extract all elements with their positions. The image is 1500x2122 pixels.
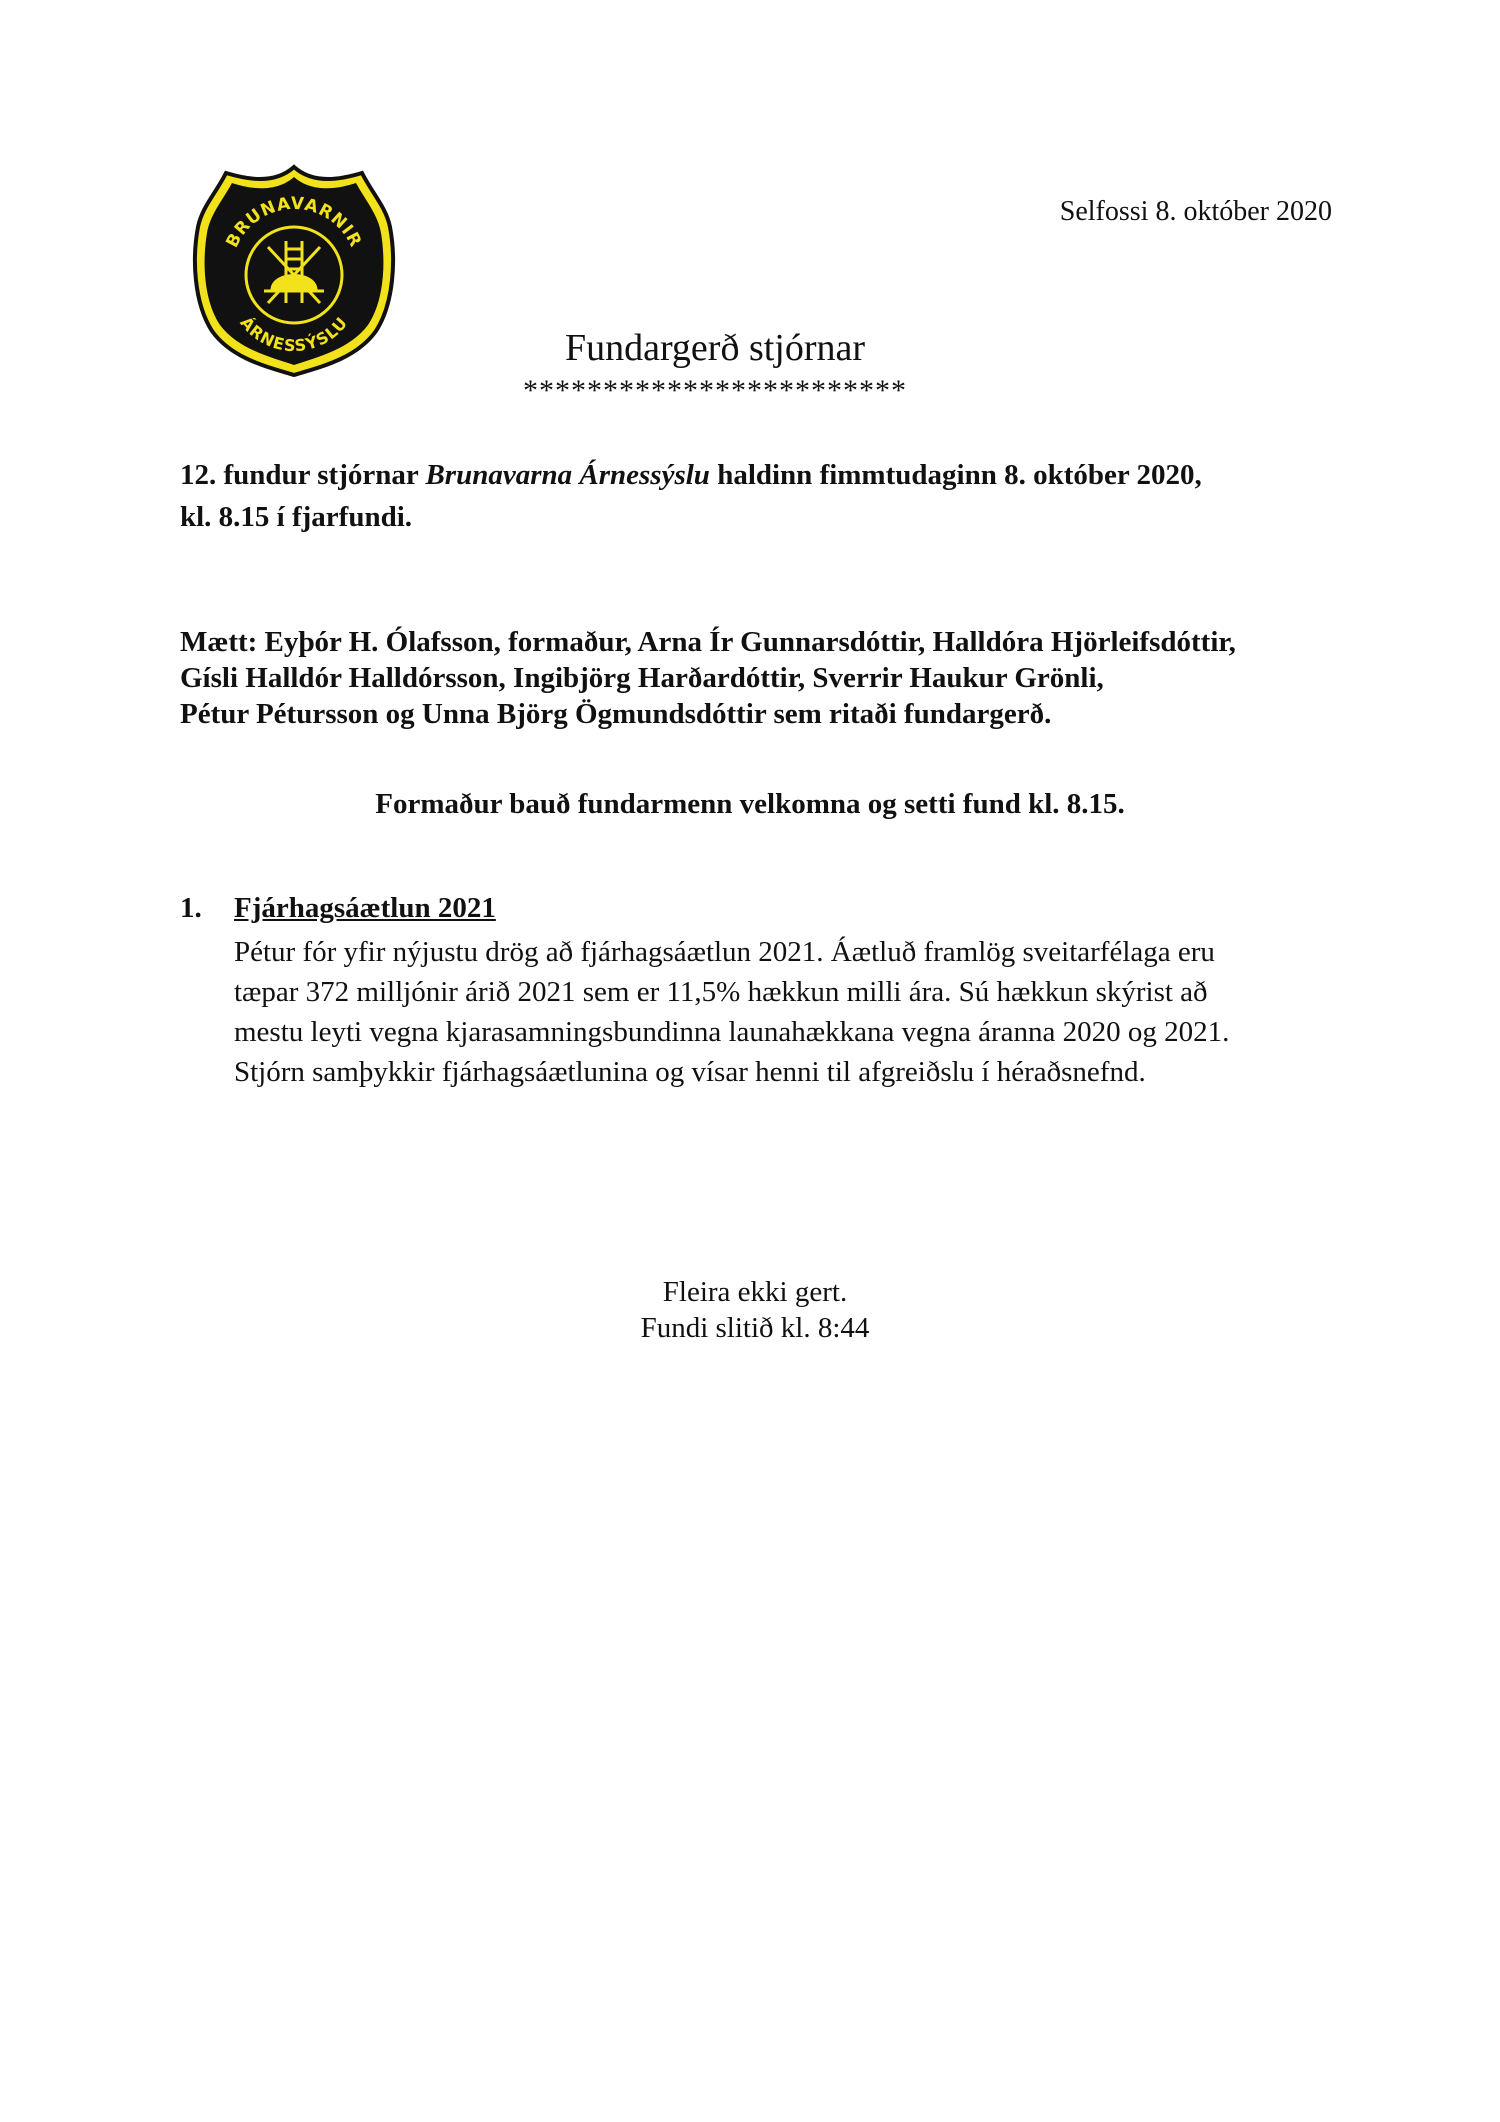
agenda-item-heading: Fjárhagsáætlun 2021 — [234, 892, 496, 924]
closing-line-1: Fleira ekki gert. — [662, 1276, 848, 1308]
intro-prefix: 12. fundur stjórnar — [180, 459, 426, 491]
agenda-item-number: 1. — [180, 892, 202, 924]
logo-bottom-text: ÁRNESSÝSLU — [236, 313, 352, 356]
attendance-line: Mætt: Eyþór H. Ólafsson, formaður, Arna Ír Gunnarsdóttir, Halldóra Hjörleifsdóttir, — [180, 626, 1236, 658]
logo-top-text: BRUNAVARNIR — [222, 193, 366, 251]
agenda-body-line: tæpar 372 milljónir árið 2021 sem er 11,5% hækkun milli ára. Sú hækkun skýrist að — [234, 976, 1208, 1008]
agenda-item-body — [234, 932, 1314, 1092]
intro-line2: kl. 8.15 í fjarfundi. — [180, 501, 413, 533]
place-date: Selfossi 8. október 2020 — [1059, 196, 1332, 227]
page-title: Fundargerð stjórnar — [564, 327, 866, 369]
attendance-line: Gísli Halldór Halldórsson, Ingibjörg Harðardóttir, Sverrir Haukur Grönli, — [180, 662, 1104, 694]
opening-statement: Formaður bauð fundarmenn velkomna og setti fund kl. 8.15. — [375, 788, 1125, 820]
title-divider-stars: ************************ — [523, 374, 907, 407]
agenda-body-line: mestu leyti vegna kjarasamningsbundinna launahækkana vegna áranna 2020 og 2021. — [234, 1016, 1230, 1048]
agenda-body-line: Stjórn samþykkir fjárhagsáætlunina og vísar henni til afgreiðslu í héraðsnefnd. — [234, 1056, 1146, 1088]
agenda-body-line: Pétur fór yfir nýjustu drög að fjárhagsáætlun 2021. Áætluð framlög sveitarfélaga eru — [234, 936, 1215, 968]
organization-name: Brunavarna Árnessýslu — [425, 459, 710, 491]
intro-suffix: haldinn fimmtudaginn 8. október 2020, — [709, 459, 1202, 491]
attendance-list — [180, 624, 1330, 732]
meeting-intro — [180, 454, 1330, 538]
attendance-line: Pétur Pétursson og Unna Björg Ögmundsdóttir sem ritaði fundargerð. — [180, 698, 1052, 730]
closing-line-2: Fundi slitið kl. 8:44 — [640, 1312, 870, 1344]
closing-statement — [0, 1274, 1500, 1346]
